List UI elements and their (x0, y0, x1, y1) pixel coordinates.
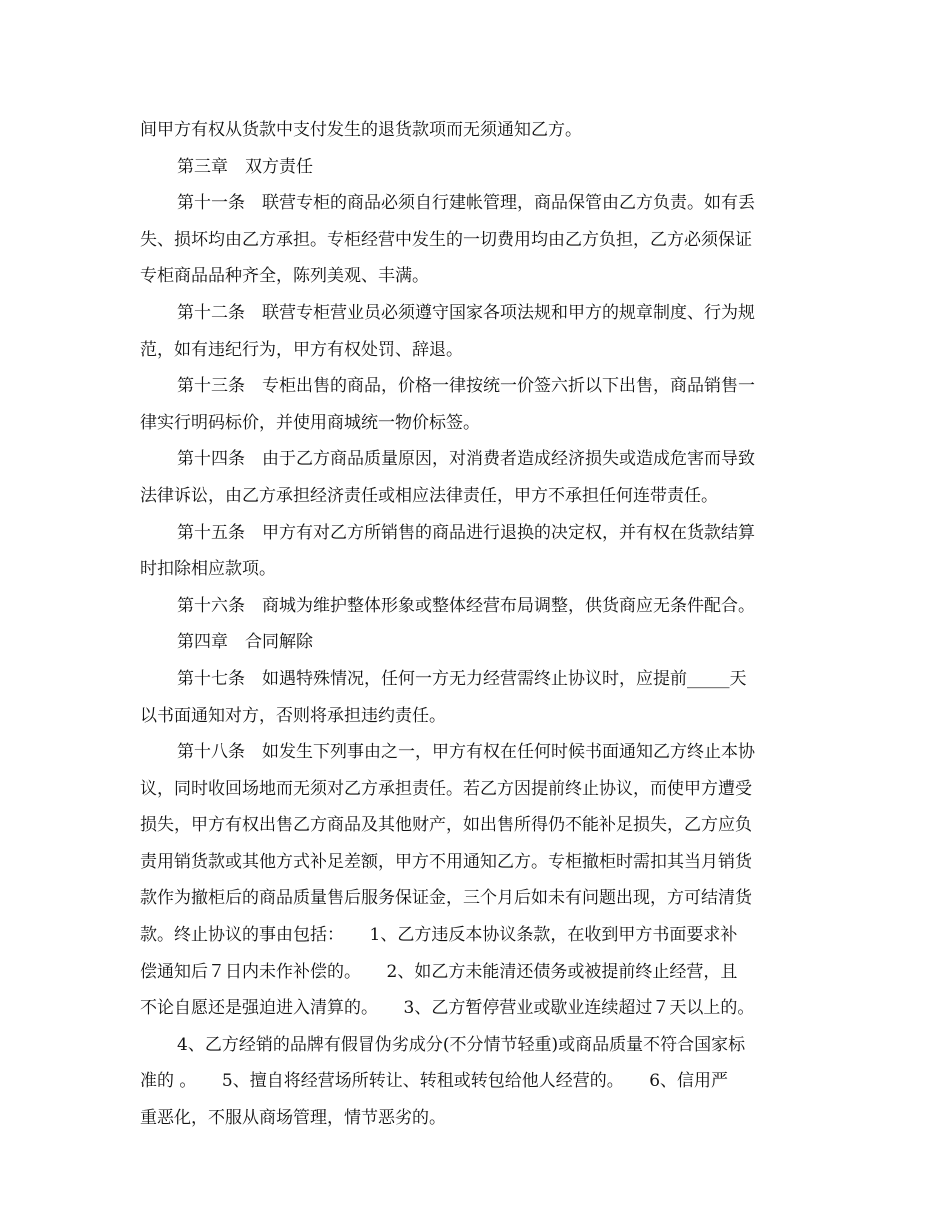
chapter-heading-3: 第三章 双方责任 (177, 156, 313, 177)
text-line: 时扣除相应款项。 (140, 559, 276, 580)
article-17: 第十七条 如遇特殊情况，任何一方无力经营需终止协议时，应提前_____天 (177, 668, 747, 689)
article-11: 第十一条 联营专柜的商品必须自行建帐管理，商品保管由乙方负责。如有丢 (177, 193, 755, 214)
article-18: 第十八条 如发生下列事由之一，甲方有权在任何时候书面通知乙方终止本协 (177, 742, 755, 763)
text-line: 专柜商品品种齐全，陈列美观、丰满。 (140, 266, 429, 287)
article-14: 第十四条 由于乙方商品质量原因，对消费者造成经济损失或造成危害而导致 (177, 449, 755, 470)
text-line: 款作为撤柜后的商品质量售后服务保证金，三个月后如未有问题出现，方可结清货 (140, 888, 752, 909)
document-body (140, 112, 820, 1137)
article-12: 第十二条 联营专柜营业员必须遵守国家各项法规和甲方的规章制度、行为规 (177, 302, 755, 323)
article-16: 第十六条 商城为维护整体形象或整体经营布局调整，供货商应无条件配合。 (177, 595, 755, 616)
chapter-heading-4: 第四章 合同解除 (177, 632, 313, 653)
article-13: 第十三条 专柜出售的商品，价格一律按统一价签六折以下出售，商品销售一 (177, 376, 755, 397)
text-line: 偿通知后７日内未作补偿的。 2、如乙方未能清还债务或被提前终止经营，且 (140, 961, 738, 982)
text-line: 议，同时收回场地而无须对乙方承担责任。若乙方因提前终止协议，而使甲方遭受 (140, 778, 752, 799)
text-line: 不论自愿还是强迫进入清算的。 3、乙方暂停营业或歇业连续超过７天以上的。 (140, 998, 755, 1019)
text-line: 责用销货款或其他方式补足差额，甲方不用通知乙方。专柜撤柜时需扣其当月销货 (140, 851, 752, 872)
text-line: 间甲方有权从货款中支付发生的退货款项而无须通知乙方。 (140, 120, 582, 140)
list-item-4: 4、乙方经销的品牌有假冒伪劣成分(不分情节轻重)或商品质量不符合国家标 (177, 1034, 746, 1055)
text-line: 重恶化，不服从商场管理，情节恶劣的。 (140, 1108, 446, 1129)
text-line: 款。终止协议的事由包括： 1、乙方违反本协议条款，在收到甲方书面要求补 (140, 925, 738, 946)
text-line: 失、损坏均由乙方承担。专柜经营中发生的一切费用均由乙方负担，乙方必须保证 (140, 229, 752, 250)
text-line: 律实行明码标价，并使用商城统一物价标签。 (140, 412, 480, 433)
text-line: 范，如有违纪行为，甲方有权处罚、辞退。 (140, 339, 463, 360)
text-line: 法律诉讼，由乙方承担经济责任或相应法律责任，甲方不承担任何连带责任。 (140, 485, 718, 506)
article-15: 第十五条 甲方有对乙方所销售的商品进行退换的决定权，并有权在货款结算 (177, 522, 755, 543)
text-line: 以书面通知对方，否则将承担违约责任。 (140, 705, 446, 726)
text-line: 准的 。 5、擅自将经营场所转让、转租或转包给他人经营的。 6、信用严 (140, 1071, 729, 1092)
text-line: 损失，甲方有权出售乙方商品及其他财产，如出售所得仍不能补足损失，乙方应负 (140, 815, 752, 836)
